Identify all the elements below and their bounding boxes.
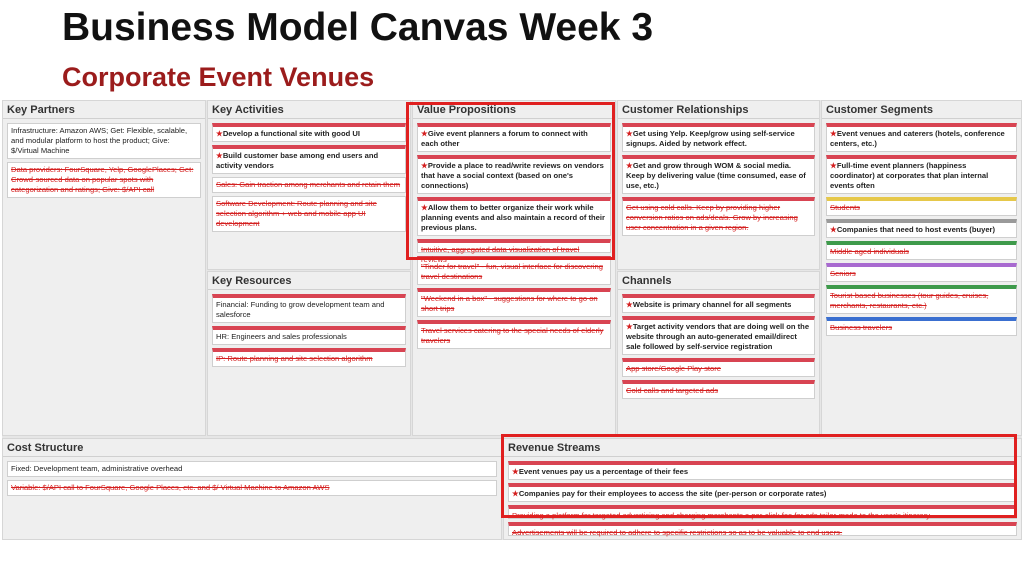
note-event-planners[interactable]: ★ Full-time event planners (happiness coordinator) at corporates that plan internal events often <box>826 155 1017 194</box>
channels-block <box>617 271 820 436</box>
note-venues-pay[interactable]: ★ Event venues pay us a percentage of their fees <box>508 461 1017 480</box>
note-cold-calls-ads[interactable]: Cold calls and targeted ads <box>622 380 815 399</box>
note-software-development[interactable]: Software Development: Route planning and site selection algorithm + web and mobile app UI development <box>212 196 406 232</box>
note-business-travelers[interactable]: Business travelers <box>826 317 1017 336</box>
note-organize-work[interactable]: ★ Allow them to better organize their work while planning events and also maintain a record of their previous plans. <box>417 197 611 236</box>
key-activities-block <box>207 100 411 270</box>
note-develop-site[interactable]: ★ Develop a functional site with good UI <box>212 123 406 142</box>
value-propositions-title: Value Propositions <box>413 101 615 119</box>
note-get-using-yelp[interactable]: ★ Get using Yelp. Keep/grow using self-service signups. Aided by network effect. <box>622 123 815 152</box>
note-reviews[interactable]: ★ Provide a place to read/write reviews on vendors that have a social context (based on one's connections) <box>417 155 611 194</box>
note-app-store[interactable]: App store/Google Play store <box>622 358 815 377</box>
value-propositions-block <box>412 100 616 436</box>
note-tourist-businesses[interactable]: Tourist-based businesses (tour guides, cruises, merchants, restaurants, etc.) <box>826 285 1017 314</box>
revenue-streams-title: Revenue Streams <box>504 439 1021 457</box>
revenue-streams-block <box>503 438 1022 540</box>
note-sales[interactable]: Sales: Gain traction among merchants and retain them <box>212 177 406 193</box>
note-infrastructure[interactable]: Infrastructure: Amazon AWS; Get: Flexible, scalable, and modular platform to host the product; Give: $/Virtual Machine <box>7 123 201 159</box>
note-companies-pay[interactable]: ★ Companies pay for their employees to access the site (per-person or corporate rates) <box>508 483 1017 502</box>
note-targeted-advertising[interactable]: Providing a platform for targeted advertising and charging merchants a per-click fee for ads tailor-made to the user's itinerary <box>508 505 1017 519</box>
note-companies-host-events[interactable]: ★ Companies that need to host events (buyer) <box>826 219 1017 238</box>
key-partners-title: Key Partners <box>3 101 205 119</box>
note-elderly-travelers[interactable]: Travel services catering to the special needs of elderly travelers <box>417 320 611 349</box>
note-weekend-in-a-box[interactable]: "Weekend in a box" - suggestions for where to go on short trips <box>417 288 611 317</box>
note-wom-social[interactable]: ★ Get and grow through WOM & social media. Keep by delivering value (time consumed, ease of use, etc.) <box>622 155 815 194</box>
key-resources-block <box>207 271 411 436</box>
note-advertisement-restrictions[interactable]: Advertisements will be required to adhere to specific restrictions so as to be valuable to end users. <box>508 522 1017 536</box>
slide-title: Business Model Canvas Week 3 <box>62 6 654 49</box>
cost-structure-block <box>2 438 502 540</box>
note-build-customer-base[interactable]: ★ Build customer base among end users and activity vendors <box>212 145 406 174</box>
customer-relationships-title: Customer Relationships <box>618 101 819 119</box>
slide-subtitle: Corporate Event Venues <box>62 62 375 92</box>
channels-title: Channels <box>618 272 819 290</box>
key-resources-title: Key Resources <box>208 272 410 290</box>
key-partners-block <box>2 100 206 436</box>
customer-relationships-block <box>617 100 820 270</box>
customer-segments-block <box>821 100 1022 436</box>
note-hr[interactable]: HR: Engineers and sales professionals <box>212 326 406 345</box>
key-activities-title: Key Activities <box>208 101 410 119</box>
note-tinder-for-travel[interactable]: "Tinder for travel" - fun, visual interface for discovering travel destinations <box>417 256 611 285</box>
note-middle-aged[interactable]: Middle aged individuals <box>826 241 1017 260</box>
note-forum[interactable]: ★ Give event planners a forum to connect with each other <box>417 123 611 152</box>
note-data-providers[interactable]: Data providers: FourSquare, Yelp, GooglePlaces; Get: Crowd-sourced data on popular spots with categorization and ratings; Give: $/API call <box>7 162 201 198</box>
note-website-primary[interactable]: ★ Website is primary channel for all segments <box>622 294 815 313</box>
note-students[interactable]: Students <box>826 197 1017 216</box>
note-data-visualization[interactable]: Intuitive, aggregated data visualization of travel reviews <box>417 239 611 253</box>
note-cold-calls[interactable]: Get using cold calls. Keep by providing higher conversion ratios on ads/deals. Grow by increasing user concentration in a given region. <box>622 197 815 236</box>
note-variable-costs[interactable]: Variable: $/API call to FourSquare, Google Places, etc. and $/ Virtual Machine to Amazon AWS <box>7 480 497 496</box>
business-model-canvas <box>2 100 1022 540</box>
note-event-venues[interactable]: ★ Event venues and caterers (hotels, conference centers, etc.) <box>826 123 1017 152</box>
note-fixed-costs[interactable]: Fixed: Development team, administrative overhead <box>7 461 497 477</box>
note-financial[interactable]: Financial: Funding to grow development team and salesforce <box>212 294 406 323</box>
customer-segments-title: Customer Segments <box>822 101 1021 119</box>
cost-structure-title: Cost Structure <box>3 439 501 457</box>
note-seniors[interactable]: Seniors <box>826 263 1017 282</box>
note-ip[interactable]: IP: Route planning and site selection algorithm <box>212 348 406 367</box>
note-target-vendors[interactable]: ★ Target activity vendors that are doing well on the website through an auto-generated email/direct sale followed by self-service registration <box>622 316 815 355</box>
slide-footer <box>0 541 1024 576</box>
